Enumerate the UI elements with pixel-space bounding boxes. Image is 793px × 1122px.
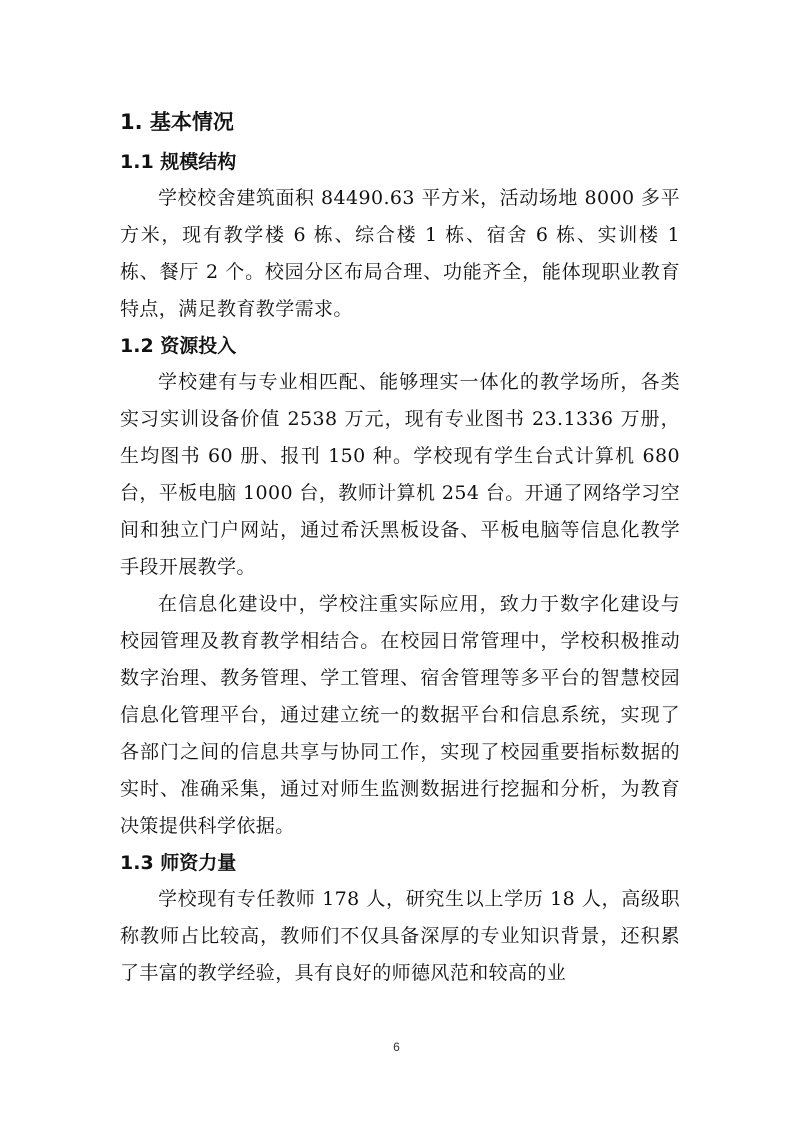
paragraph-teaching-staff: 学校现有专任教师 178 人，研究生以上学历 18 人，高级职称教师占比较高，教师们不仅具备深厚的专业知识背景，还积累了丰富的教学经验，具有良好的师德风范和较高的业 — [120, 888, 680, 984]
section-heading-1-3: 1.3 师资力量 — [120, 852, 237, 874]
paragraph-informatization: 在信息化建设中，学校注重实际应用，致力于数字化建设与校园管理及教育教学相结合。在校园日常管理中，学校积极推动数字治理、教务管理、学工管理、宿舍管理等多平台的智慧校园信息化管理平台，通过建立统一的数据平台和信息系统，实现了各部门之间的信息共享与协同工作，实现了校园重要指标数据的实时、准确采集，通过对师生监测数据进行挖掘和分析，为教育决策提供科学依据。 — [120, 593, 680, 837]
section-heading-1: 1. 基本情况 — [120, 110, 234, 134]
page-content — [120, 100, 680, 992]
page-number: 6 — [393, 1040, 400, 1054]
section-heading-1-1: 1.1 规模结构 — [120, 151, 237, 173]
section-heading-1-2: 1.2 资源投入 — [120, 335, 237, 357]
paragraph-resource-investment: 学校建有与专业相匹配、能够理实一体化的教学场所，各类实习实训设备价值 2538 万元，现有专业图书 23.1336 万册，生均图书 60 册、报刊 150 种。学校现有学生台式计算机 680 台，平板电脑 1000 台，教师计算机 254 台。开通了网络学习空间和独立门户网站，通过希沃黑板设备、平板电脑等信息化教学手段开展教学。 — [120, 371, 680, 578]
paragraph-scale-structure: 学校校舍建筑面积 84490.63 平方米，活动场地 8000 多平方米，现有教学楼 6 栋、综合楼 1 栋、宿舍 6 栋、实训楼 1 栋、餐厅 2 个。校园分区布局合理、功能齐全，能体现职业教育特点，满足教育教学需求。 — [120, 187, 680, 320]
